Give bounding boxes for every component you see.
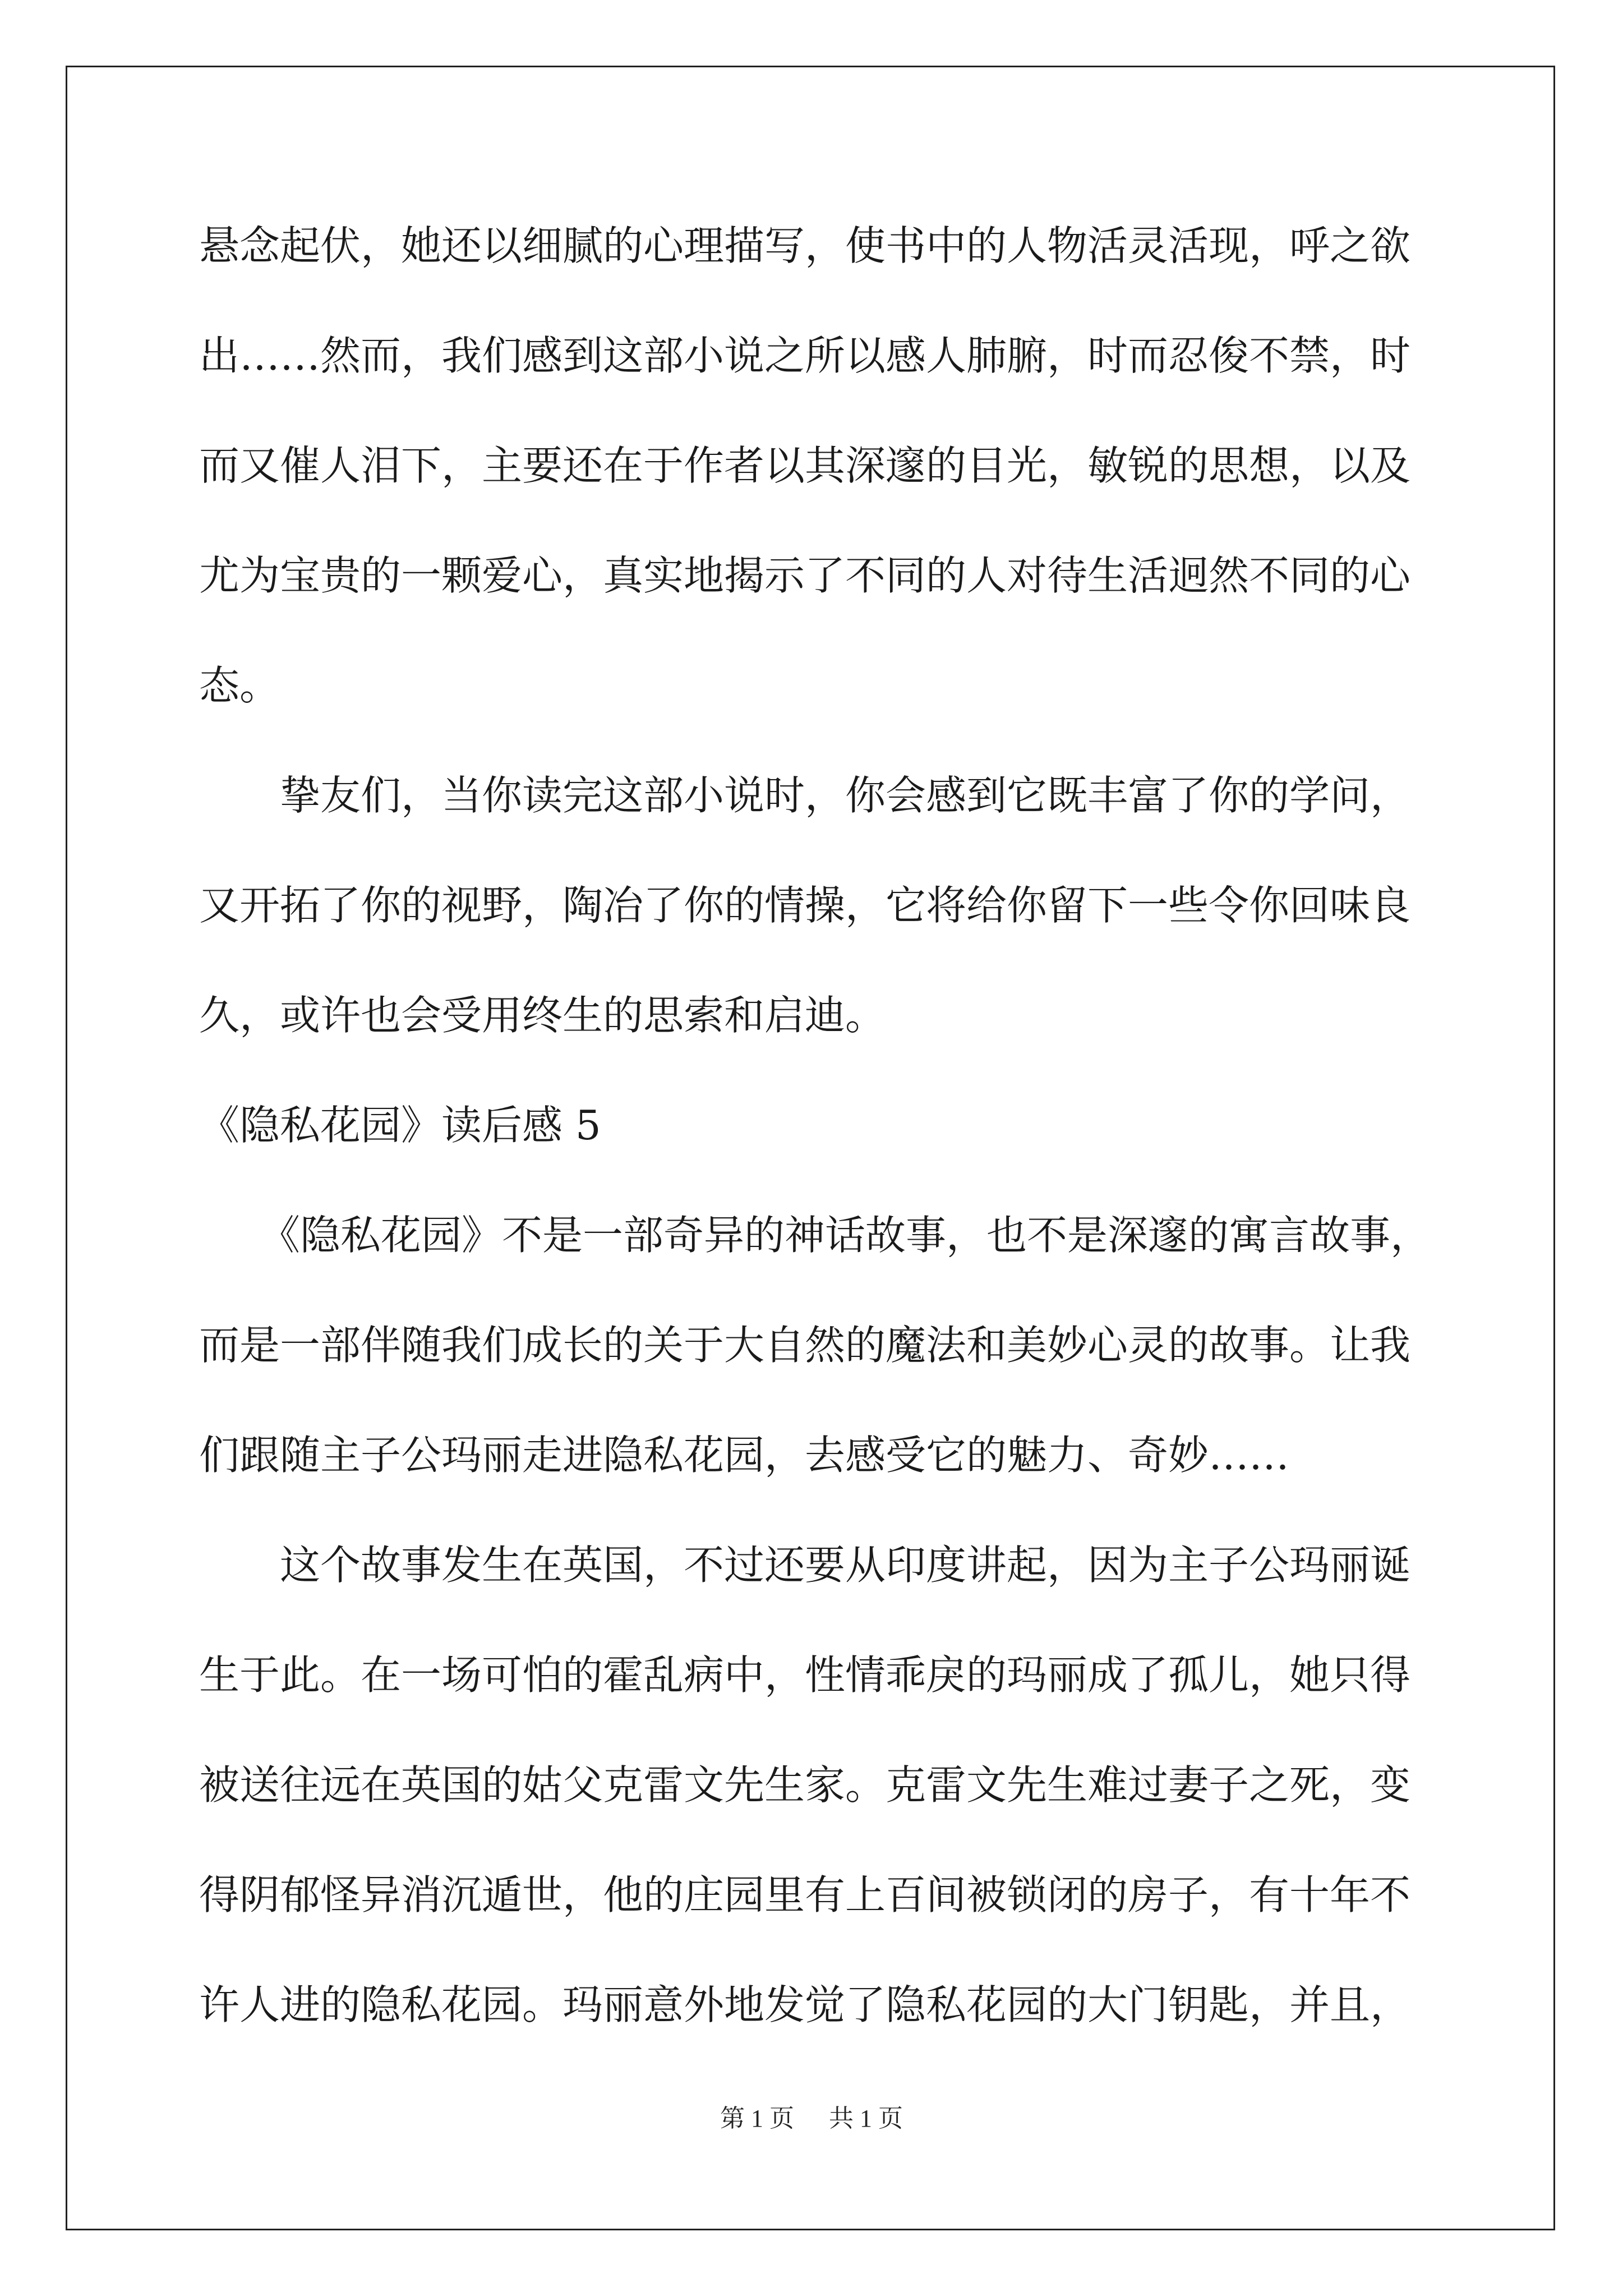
document-body — [199, 191, 1455, 2060]
text-line: 《隐私花园》不是一部奇异的神话故事，也不是深邃的寓言故事， — [199, 1212, 1431, 1259]
text-line: 生于此。在一场可怕的霍乱病中，性情乖戾的玛丽成了孤儿，她只得 — [199, 1651, 1411, 1699]
text-line: 态。 — [199, 662, 280, 709]
text-line: 而是一部伴随我们成长的关于大自然的魔法和美妙心灵的故事。让我 — [199, 1322, 1411, 1369]
text-line: 悬念起伏，她还以细腻的心理描写，使书中的人物活灵活现，呼之欲 — [199, 222, 1411, 269]
text-line: 出……然而，我们感到这部小说之所以感人肺腑，时而忍俊不禁，时 — [199, 332, 1411, 379]
text-line: 而又催人泪下，主要还在于作者以其深邃的目光，敏锐的思想，以及 — [199, 442, 1411, 489]
text-line: 得阴郁怪异消沉遁世，他的庄园里有上百间被锁闭的房子，有十年不 — [199, 1871, 1411, 1918]
text-line: 挚友们，当你读完这部小说时，你会感到它既丰富了你的学问， — [199, 772, 1411, 819]
page-number: 第 1 页 — [720, 2105, 794, 2132]
text-line: 们跟随主子公玛丽走进隐私花园，去感受它的魅力、奇妙…… — [199, 1432, 1290, 1479]
text-line: 尤为宝贵的一颗爱心，真实地揭示了不同的人对待生活迥然不同的心 — [199, 552, 1411, 599]
page-footer — [0, 2098, 1623, 2134]
text-line: 久，或许也会受用终生的思索和启迪。 — [199, 992, 886, 1039]
text-line: 被送往远在英国的姑父克雷文先生家。克雷文先生难过妻子之死，变 — [199, 1761, 1411, 1809]
text-line: 又开拓了你的视野，陶冶了你的情操，它将给你留下一些令你回味良 — [199, 882, 1411, 929]
section-heading: 《隐私花园》读后感 5 — [199, 1102, 601, 1149]
text-line: 许人进的隐私花园。玛丽意外地发觉了隐私花园的大门钥匙，并且， — [199, 1981, 1411, 2028]
text-line: 这个故事发生在英国，不过还要从印度讲起，因为主子公玛丽诞 — [199, 1542, 1411, 1589]
page-total: 共 1 页 — [829, 2105, 903, 2132]
